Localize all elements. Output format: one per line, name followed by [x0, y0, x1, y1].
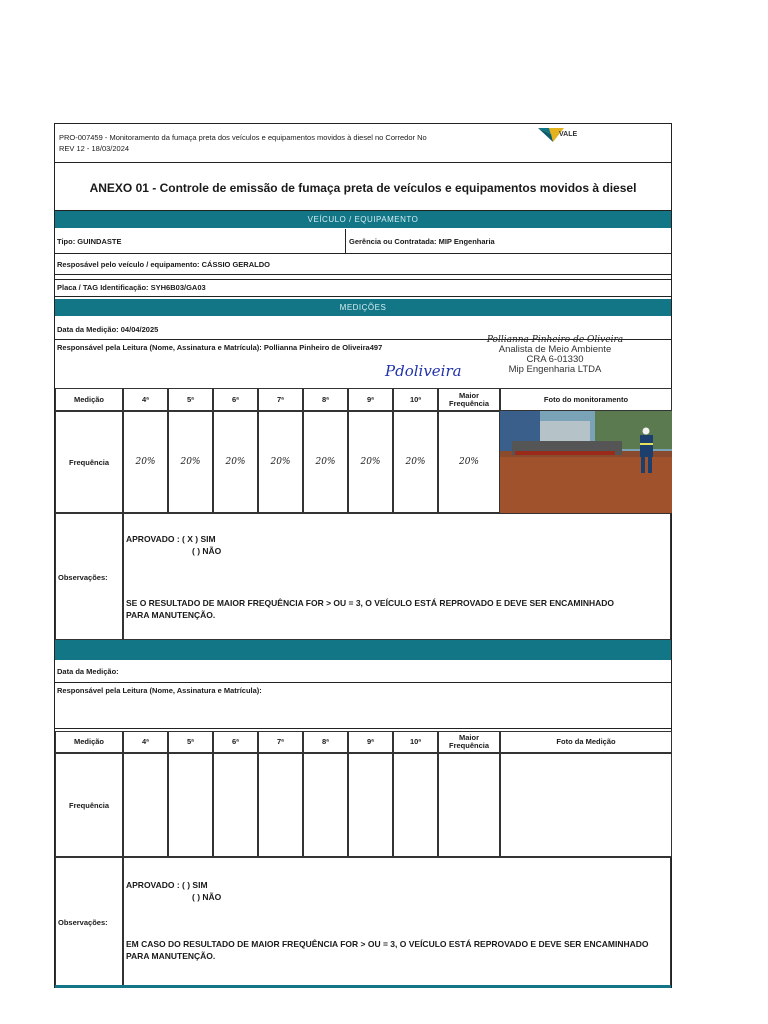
doc-revision: REV 12 - 18/03/2024	[59, 144, 130, 153]
measurement2-header-3: 6ª	[213, 731, 258, 753]
measurement2-header-7: 10ª	[393, 731, 438, 753]
monitoring-photo	[500, 411, 672, 513]
measurement2-value-5	[303, 753, 348, 857]
measurement2-approved: APROVADO : ( ) SIM	[126, 880, 208, 890]
measurement1-row-label: Frequência	[55, 411, 123, 513]
measurement-divider	[55, 640, 671, 660]
vehicle-plate: Placa / TAG Identificação: SYH6B03/GA03	[57, 283, 206, 292]
measurement1-value-6: 20%	[348, 411, 393, 513]
measurement2-value-2	[168, 753, 213, 857]
measurement2-header-1: 4ª	[123, 731, 168, 753]
measurement2-value-8	[438, 753, 500, 857]
measurement2-header-2: 5ª	[168, 731, 213, 753]
measurement2-header-0: Medição	[55, 731, 123, 753]
monitoring-photo-image	[500, 411, 672, 513]
measurements-section-heading: MEDIÇÕES	[55, 299, 671, 316]
measurement2-obs-label: Observações:	[58, 918, 108, 927]
measurement1-header-4: 7ª	[258, 388, 303, 411]
measurement1-header-1: 4ª	[123, 388, 168, 411]
measurement2-responsible: Responsável pela Leitura (Nome, Assinatura e Matrícula):	[57, 686, 262, 695]
measurement2-header-6: 9ª	[348, 731, 393, 753]
measurement1-value-1: 20%	[123, 411, 168, 513]
measurement1-header-8: Maior Frequência	[438, 388, 500, 411]
measurement1-signature: Pdoliveira	[385, 362, 462, 380]
measurement1-header-7: 10ª	[393, 388, 438, 411]
measurement2-value-6	[348, 753, 393, 857]
measurement1-note: SE O RESULTADO DE MAIOR FREQUÊNCIA FOR > OU = 3, O VEÍCULO ESTÁ REPROVADO E DEVE SER ENCAMINHADO PARA MANUTENÇÃO.	[126, 598, 615, 620]
measurement2-header-5: 8ª	[303, 731, 348, 753]
measurement1-header-0: Medição	[55, 388, 123, 411]
measurement1-value-2: 20%	[168, 411, 213, 513]
measurement2-note: EM CASO DO RESULTADO DE MAIOR FREQUÊNCIA FOR > OU = 3, O VEÍCULO ESTÁ REPROVADO E DEVE SER ENCAMINHADO PARA MANUTENÇÃO.	[126, 939, 649, 961]
vale-logo	[537, 126, 597, 146]
measurement2-not-approved: ( ) NÃO	[192, 892, 222, 902]
measurement2-photo-cell	[500, 753, 672, 857]
page-title: ANEXO 01 - Controle de emissão de fumaça preta de veículos e equipamentos movidos à diesel	[89, 181, 637, 195]
vehicle-company: Gerência ou Contratada: MIP Engenharia	[349, 237, 495, 246]
measurement2-value-4	[258, 753, 303, 857]
measurement1-obs-label: Observações:	[58, 573, 108, 582]
vehicle-responsible: Resposável pelo veículo / equipamento: CÁSSIO GERALDO	[57, 260, 270, 269]
measurement1-header-3: 6ª	[213, 388, 258, 411]
smoke-emission-form	[54, 123, 672, 988]
measurement1-obs-cell	[123, 513, 671, 640]
vehicle-type: Tipo: GUINDASTE	[57, 237, 122, 246]
measurement1-approved: APROVADO : ( X ) SIM	[126, 534, 216, 544]
measurement1-header-6: 9ª	[348, 388, 393, 411]
measurement1-header-5: 8ª	[303, 388, 348, 411]
measurement2-date: Data da Medição:	[57, 667, 119, 676]
measurement2-value-7	[393, 753, 438, 857]
measurement2-row-label: Frequência	[55, 753, 123, 857]
measurement2-value-1	[123, 753, 168, 857]
measurement1-stamp: Pollianna Pinheiro de Oliveira Analista de Meio Ambiente CRA 6-01330 Mip Engenharia LTDA	[486, 335, 624, 375]
measurement2-header-4: 7ª	[258, 731, 303, 753]
measurement1-not-approved: ( ) NÃO	[192, 546, 222, 556]
measurement1-header-9: Foto do monitoramento	[500, 388, 672, 411]
measurement1-header-2: 5ª	[168, 388, 213, 411]
measurement2-header-8: Maior Frequência	[438, 731, 500, 753]
measurement1-obs-label-cell	[55, 513, 123, 640]
vehicle-section-heading: VEÍCULO / EQUIPAMENTO	[55, 211, 671, 228]
bottom-bar	[55, 985, 671, 988]
measurement1-value-4: 20%	[258, 411, 303, 513]
measurement1-value-8: 20%	[438, 411, 500, 513]
measurement1-responsible: Responsável pela Leitura (Nome, Assinatura e Matrícula): Pollianna Pinheiro de Oliveira497	[57, 343, 383, 352]
measurement1-value-3: 20%	[213, 411, 258, 513]
measurement1-date: Data da Medição: 04/04/2025	[57, 325, 159, 334]
measurement1-value-5: 20%	[303, 411, 348, 513]
measurement2-obs-cell	[123, 857, 671, 986]
measurement2-value-3	[213, 753, 258, 857]
measurement2-header-9: Foto da Medição	[500, 731, 672, 753]
measurement2-obs-label-cell	[55, 857, 123, 986]
vale-logo-text: VALE	[559, 131, 578, 138]
doc-reference: PRO-007459 - Monitoramento da fumaça preta dos veículos e equipamentos movidos à diesel no Corredor No	[59, 133, 427, 142]
measurement1-value-7: 20%	[393, 411, 438, 513]
